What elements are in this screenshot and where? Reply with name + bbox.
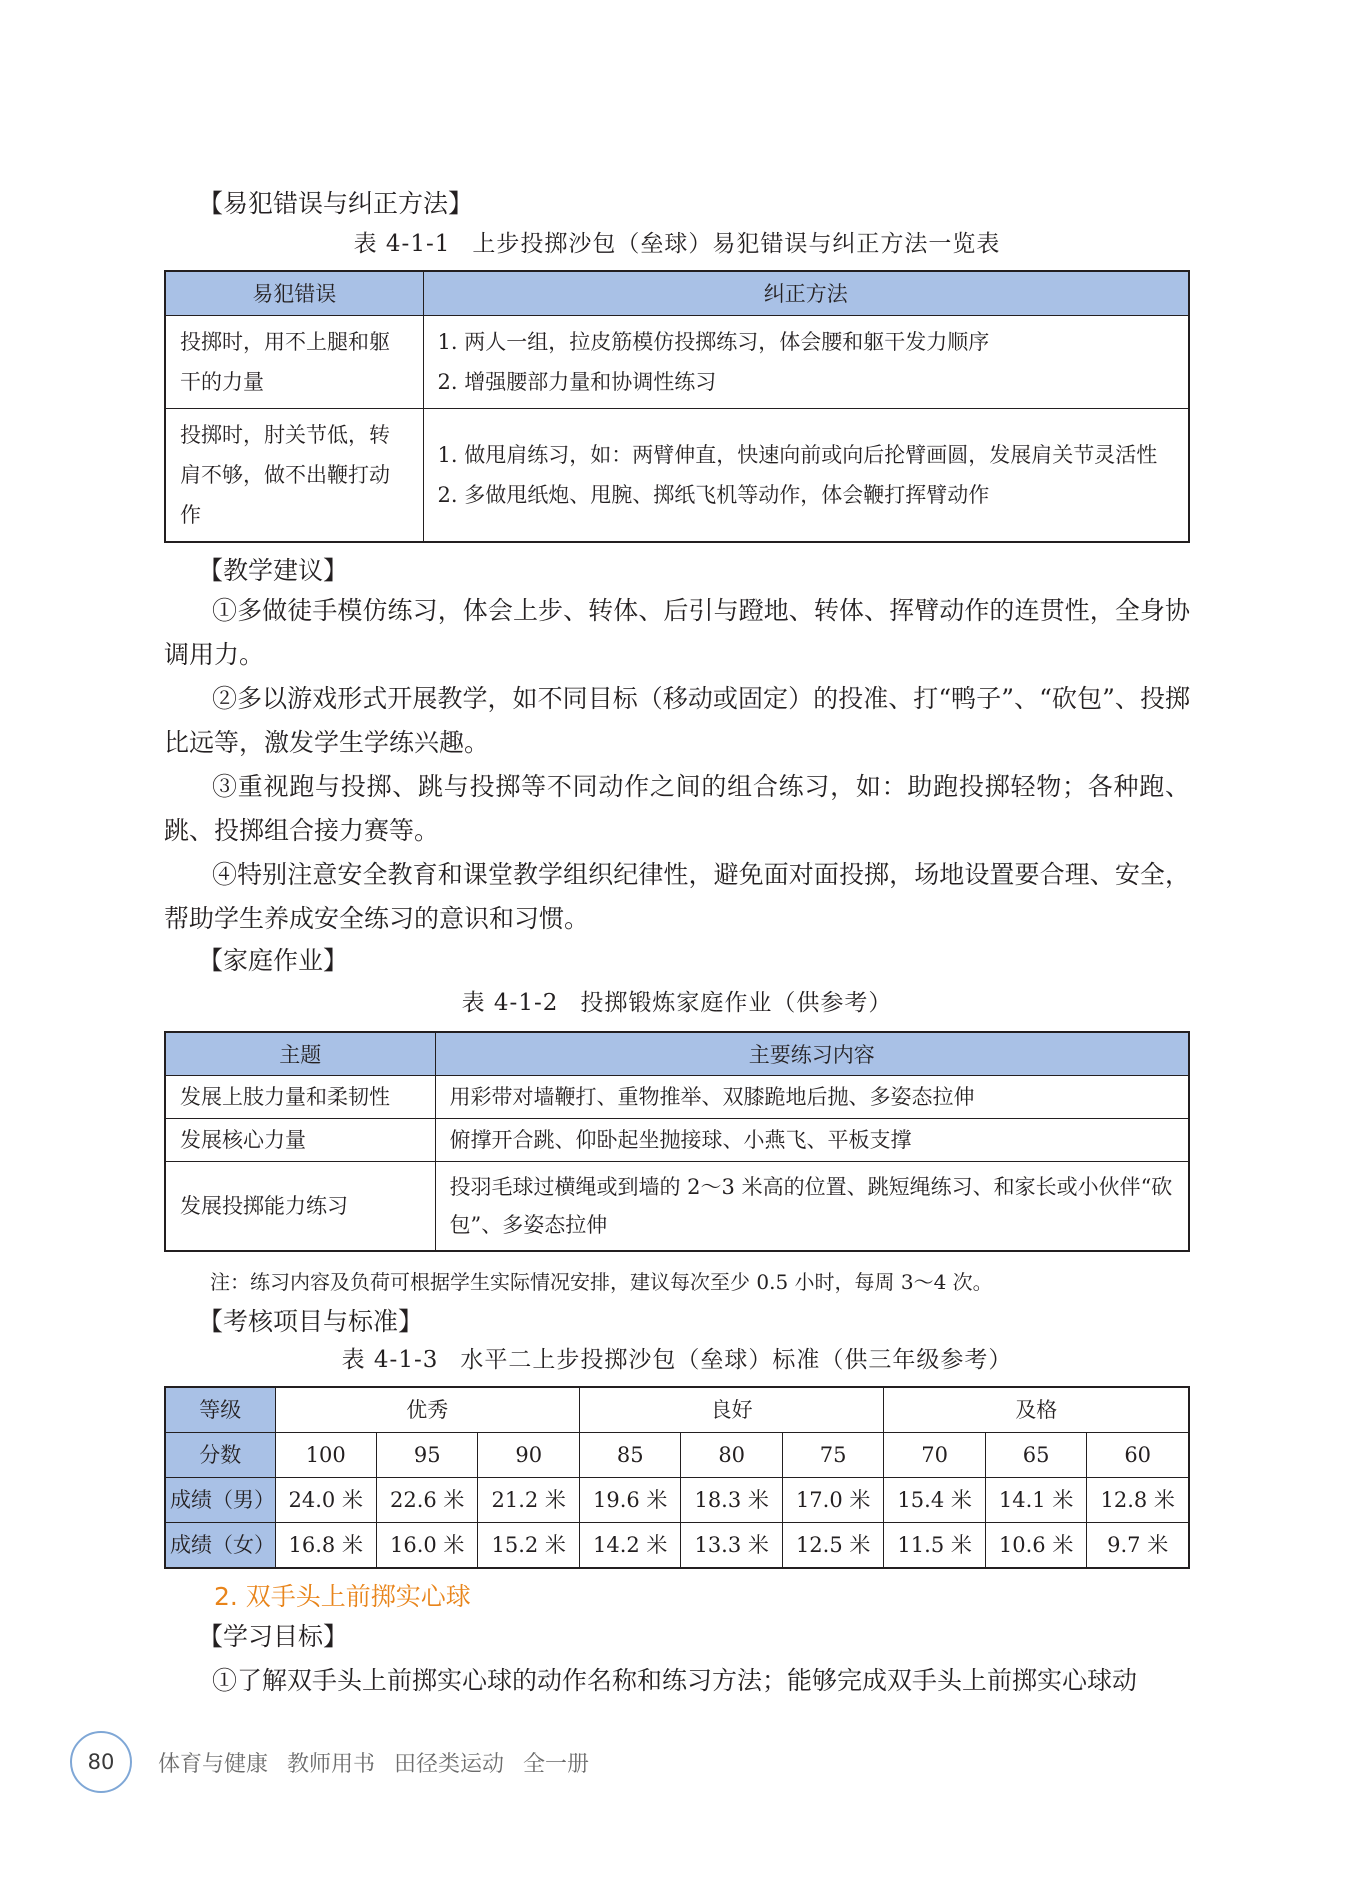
teaching-paragraph: ②多以游戏形式开展教学，如不同目标（移动或固定）的投准、打“鸭子”、“砍包”、投掷比远等，激发学生学练兴趣。 <box>164 683 1190 757</box>
male-row <box>165 1478 1189 1523</box>
table-row <box>165 1162 1189 1252</box>
content-cell: 俯撑开合跳、仰卧起坐抛接球、小燕飞、平板支撑 <box>435 1119 1189 1162</box>
section-heading-objectives: 【学习目标】 <box>198 1622 349 1651</box>
grade-label: 等级 <box>165 1387 275 1433</box>
table-header: 主题 <box>165 1032 435 1076</box>
teaching-paragraph: ④特别注意安全教育和课堂教学组织纪律性，避免面对面投掷，场地设置要合理、安全，帮助学生养成安全练习的意识和习惯。 <box>164 859 1190 933</box>
topic-cell: 发展上肢力量和柔韧性 <box>165 1076 435 1119</box>
fix-cell <box>423 315 1189 408</box>
table-caption-4-1-1 <box>164 228 1190 260</box>
fix-cell <box>423 408 1189 542</box>
female-cell: 16.0 米 <box>376 1523 477 1569</box>
error-cell: 投掷时，肘关节低，转肩不够，做不出鞭打动作 <box>165 408 423 542</box>
fix-line: 2. 增强腰部力量和协调性练习 <box>437 369 717 394</box>
score-cell: 90 <box>478 1433 579 1478</box>
fix-line: 1. 两人一组，拉皮筋模仿投掷练习，体会腰和躯干发力顺序 <box>437 329 990 354</box>
score-cell: 70 <box>884 1433 985 1478</box>
table-header: 易犯错误 <box>165 271 423 315</box>
page-footer <box>70 1730 589 1794</box>
error-cell: 投掷时，用不上腿和躯干的力量 <box>165 315 423 408</box>
table-row <box>165 1076 1189 1119</box>
male-cell: 18.3 米 <box>681 1478 782 1523</box>
caption-number: 表 4-1-1 <box>353 231 451 257</box>
female-cell: 12.5 米 <box>782 1523 883 1569</box>
table-row <box>165 408 1189 542</box>
male-cell: 17.0 米 <box>782 1478 883 1523</box>
topic-cell: 发展投掷能力练习 <box>165 1162 435 1252</box>
female-row <box>165 1523 1189 1569</box>
score-cell: 60 <box>1087 1433 1189 1478</box>
caption-number: 表 4-1-2 <box>461 989 559 1016</box>
teaching-paragraph: ③重视跑与投掷、跳与投掷等不同动作之间的组合练习，如：助跑投掷轻物；各种跑、跳、投掷组合接力赛等。 <box>164 771 1190 845</box>
page-content <box>164 186 1190 1703</box>
female-cell: 13.3 米 <box>681 1523 782 1569</box>
standards-table <box>164 1386 1190 1569</box>
male-cell: 22.6 米 <box>376 1478 477 1523</box>
section-heading-errors: 【易犯错误与纠正方法】 <box>198 189 474 218</box>
male-cell: 24.0 米 <box>275 1478 376 1523</box>
teaching-paragraph: ①多做徒手模仿练习，体会上步、转体、后引与蹬地、转体、挥臂动作的连贯性，全身协调用力。 <box>164 595 1190 669</box>
caption-title: 上步投掷沙包（垒球）易犯错误与纠正方法一览表 <box>472 231 1001 257</box>
score-cell: 95 <box>376 1433 477 1478</box>
score-cell: 75 <box>782 1433 883 1478</box>
grade-cell: 良好 <box>579 1387 883 1433</box>
table-caption-4-1-3 <box>164 1344 1190 1376</box>
page-number: 80 <box>70 1731 132 1793</box>
female-cell: 11.5 米 <box>884 1523 985 1569</box>
homework-note: 注：练习内容及负荷可根据学生实际情况安排，建议每次至少 0.5 小时，每周 3～4 次。 <box>210 1270 993 1294</box>
homework-table <box>164 1031 1190 1253</box>
subsection-title: 2. 双手头上前掷实心球 <box>214 1582 471 1611</box>
caption-title: 水平二上步投掷沙包（垒球）标准（供三年级参考） <box>460 1347 1013 1373</box>
table-header: 主要练习内容 <box>435 1032 1189 1076</box>
female-cell: 15.2 米 <box>478 1523 579 1569</box>
score-cell: 65 <box>985 1433 1086 1478</box>
objective-paragraph: ①了解双手头上前掷实心球的动作名称和练习方法；能够完成双手头上前掷实心球动 <box>212 1666 1138 1695</box>
score-label: 分数 <box>165 1433 275 1478</box>
male-label: 成绩（男） <box>165 1478 275 1523</box>
female-cell: 10.6 米 <box>985 1523 1086 1569</box>
grade-row <box>165 1387 1189 1433</box>
female-cell: 14.2 米 <box>579 1523 680 1569</box>
score-row <box>165 1433 1189 1478</box>
content-cell: 用彩带对墙鞭打、重物推举、双膝跪地后抛、多姿态拉伸 <box>435 1076 1189 1119</box>
caption-title: 投掷锻炼家庭作业（供参考） <box>580 989 893 1016</box>
male-cell: 12.8 米 <box>1087 1478 1189 1523</box>
male-cell: 15.4 米 <box>884 1478 985 1523</box>
table-row <box>165 1119 1189 1162</box>
topic-cell: 发展核心力量 <box>165 1119 435 1162</box>
errors-table <box>164 270 1190 543</box>
content-cell: 投羽毛球过横绳或到墙的 2～3 米高的位置、跳短绳练习、和家长或小伙伴“砍包”、多姿态拉伸 <box>435 1162 1189 1252</box>
section-heading-homework: 【家庭作业】 <box>198 945 349 975</box>
female-cell: 9.7 米 <box>1087 1523 1189 1569</box>
footer-book-title: 体育与健康 教师用书 田径类运动 全一册 <box>158 1751 589 1777</box>
female-label: 成绩（女） <box>165 1523 275 1569</box>
male-cell: 21.2 米 <box>478 1478 579 1523</box>
female-cell: 16.8 米 <box>275 1523 376 1569</box>
male-cell: 14.1 米 <box>985 1478 1086 1523</box>
male-cell: 19.6 米 <box>579 1478 680 1523</box>
grade-cell: 优秀 <box>275 1387 579 1433</box>
fix-line: 2. 多做甩纸炮、甩腕、掷纸飞机等动作，体会鞭打挥臂动作 <box>437 482 990 507</box>
grade-cell: 及格 <box>884 1387 1189 1433</box>
score-cell: 80 <box>681 1433 782 1478</box>
table-row <box>165 315 1189 408</box>
table-caption-4-1-2 <box>164 987 1190 1019</box>
section-heading-assessment: 【考核项目与标准】 <box>198 1307 424 1336</box>
fix-line: 1. 做甩肩练习，如：两臂伸直，快速向前或向后抡臂画圆，发展肩关节灵活性 <box>437 442 1158 467</box>
table-header: 纠正方法 <box>423 271 1189 315</box>
caption-number: 表 4-1-3 <box>341 1347 439 1373</box>
section-heading-teaching: 【教学建议】 <box>198 555 349 585</box>
score-cell: 85 <box>579 1433 680 1478</box>
score-cell: 100 <box>275 1433 376 1478</box>
